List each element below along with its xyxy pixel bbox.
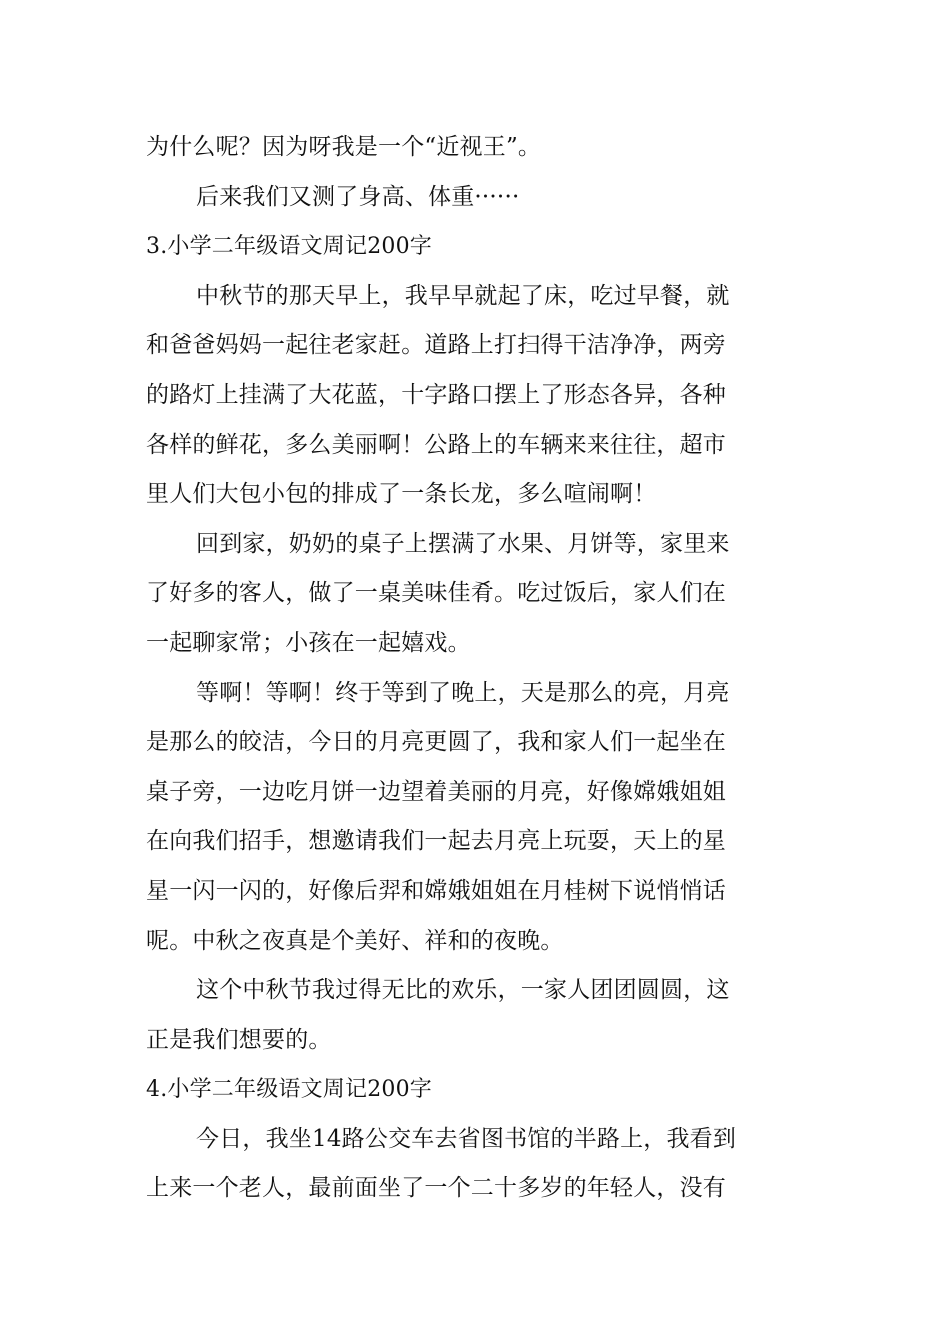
text-line: 后来我们又测了身高、体重······ (196, 183, 520, 210)
document-page (146, 123, 806, 1214)
section-heading: 4.小学二年级语文周记200字 (146, 1077, 432, 1103)
text-line: 桌子旁，一边吃月饼一边望着美丽的月亮，好像嫦娥姐姐 (146, 778, 726, 805)
text-line: 各样的鲜花，多么美丽啊！公路上的车辆来来往往，超市 (146, 431, 726, 458)
text-line: 回到家，奶奶的桌子上摆满了水果、月饼等，家里来 (196, 530, 730, 557)
text-line: 了好多的客人，做了一桌美味佳肴。吃过饭后，家人们在 (146, 580, 726, 607)
text-line: 一起聊家常；小孩在一起嬉戏。 (146, 629, 471, 656)
text-line: 为什么呢？因为呀我是一个“近视王”。 (146, 134, 542, 160)
text-line: 正是我们想要的。 (146, 1026, 332, 1053)
text-line: 上来一个老人，最前面坐了一个二十多岁的年轻人，没有 (146, 1175, 726, 1202)
text-line: 呢。中秋之夜真是个美好、祥和的夜晚。 (146, 927, 564, 954)
text-line: 是那么的皎洁，今日的月亮更圆了，我和家人们一起坐在 (146, 729, 726, 756)
text-line: 里人们大包小包的排成了一条长龙，多么喧闹啊！ (146, 481, 657, 508)
text-line: 今日，我坐14路公交车去省图书馆的半路上，我看到 (196, 1125, 737, 1152)
section-heading: 3.小学二年级语文周记200字 (146, 234, 432, 260)
text-line: 的路灯上挂满了大花蓝，十字路口摆上了形态各异，各种 (146, 381, 726, 408)
text-line: 和爸爸妈妈一起往老家赶。道路上打扫得干洁净净，两旁 (146, 332, 726, 359)
text-line: 等啊！等啊！终于等到了晚上，天是那么的亮，月亮 (196, 679, 730, 706)
text-line: 这个中秋节我过得无比的欢乐，一家人团团圆圆，这 (196, 977, 730, 1004)
text-line: 星一闪一闪的，好像后羿和嫦娥姐姐在月桂树下说悄悄话 (146, 877, 726, 904)
text-line: 中秋节的那天早上，我早早就起了床，吃过早餐，就 (196, 282, 730, 309)
text-line: 在向我们招手，想邀请我们一起去月亮上玩耍，天上的星 (146, 828, 726, 855)
